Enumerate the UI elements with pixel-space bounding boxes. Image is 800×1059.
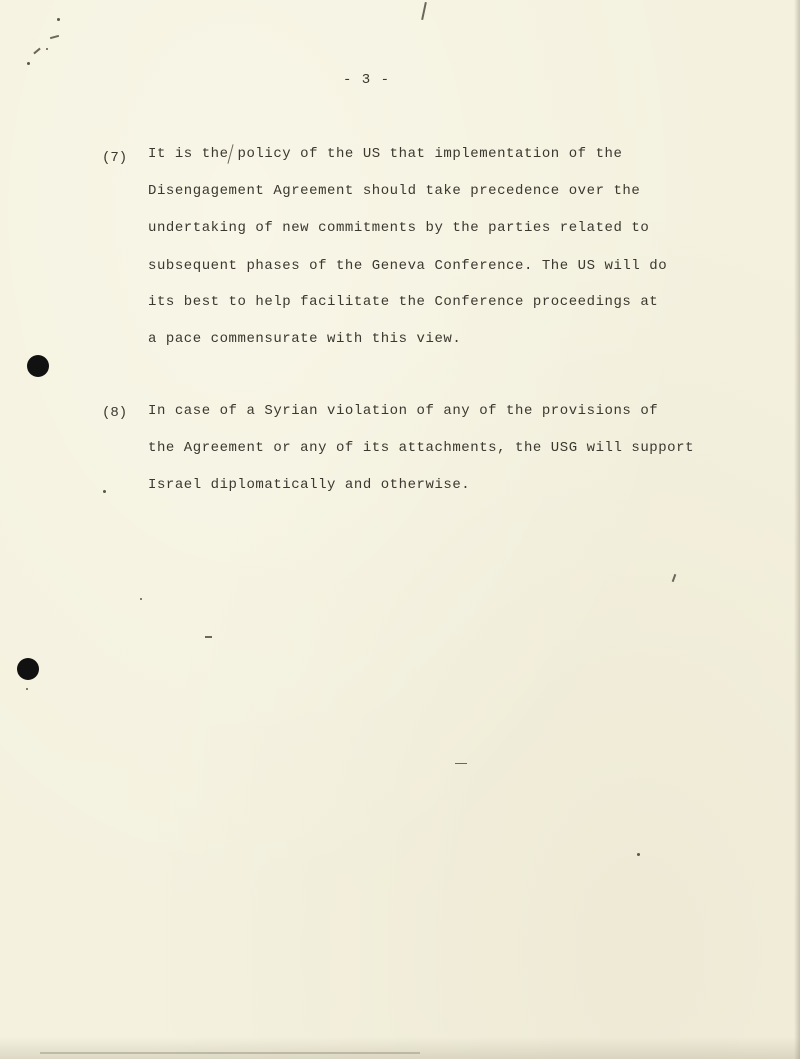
page-edge-shadow-right — [794, 0, 800, 1059]
paragraph-number: (8) — [102, 405, 128, 421]
paragraph-line: In case of a Syrian violation of any of the provisions of — [148, 403, 659, 419]
scan-mark — [421, 2, 427, 20]
scan-speck — [637, 853, 640, 856]
scan-mark — [672, 574, 677, 582]
page-edge-shadow-bottom — [0, 1037, 800, 1059]
scan-mark — [455, 763, 467, 764]
scan-mark — [50, 35, 59, 39]
paragraph-line: subsequent phases of the Geneva Conference. The US will do — [148, 258, 668, 274]
paragraph-line: a pace commensurate with this view. — [148, 331, 462, 347]
scan-mark — [33, 48, 40, 55]
scan-speck — [57, 18, 60, 21]
punch-hole-lower — [17, 658, 39, 680]
page-number: - 3 - — [343, 72, 391, 88]
paragraph-line: the Agreement or any of its attachments, the USG will support — [148, 440, 695, 456]
scan-speck — [140, 598, 142, 600]
scan-speck — [46, 48, 48, 50]
paragraph-line: Israel diplomatically and otherwise. — [148, 477, 471, 493]
paragraph-line: It is the policy of the US that implementation of the — [148, 146, 623, 162]
punch-hole-upper — [27, 355, 49, 377]
scan-mark — [205, 636, 212, 638]
paragraph-line: its best to help facilitate the Conference proceedings at — [148, 294, 659, 310]
paragraph-line: undertaking of new commitments by the parties related to — [148, 220, 650, 236]
scan-speck — [27, 62, 30, 65]
scan-mark — [40, 1052, 420, 1054]
scan-speck — [26, 688, 28, 690]
scan-speck — [103, 490, 106, 493]
paragraph-line: Disengagement Agreement should take precedence over the — [148, 183, 641, 199]
paragraph-number: (7) — [102, 150, 128, 166]
